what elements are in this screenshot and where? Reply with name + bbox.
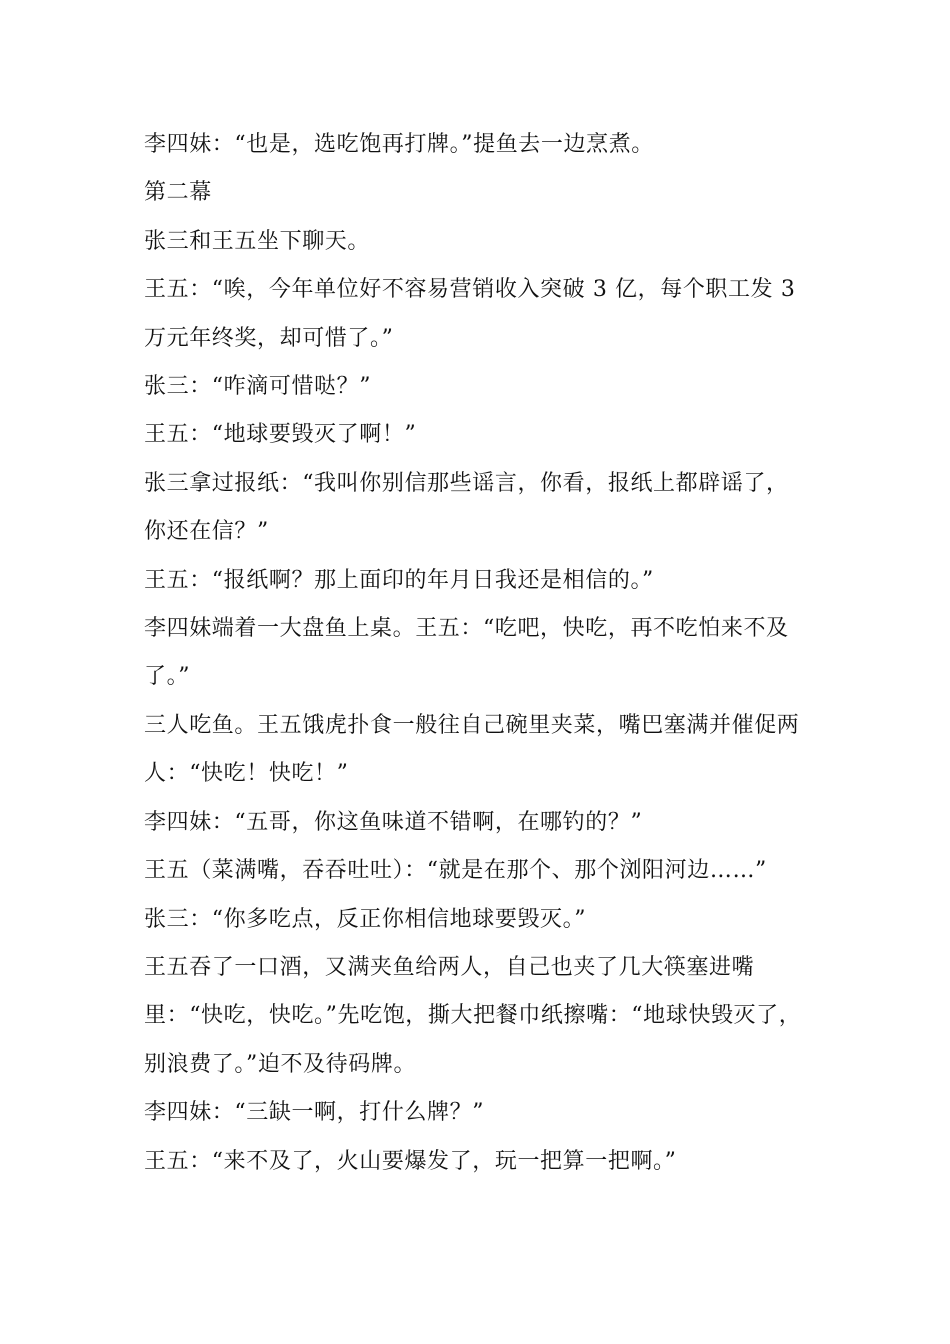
script-text-body <box>144 121 804 1186</box>
script-paragraph: 张三：“咋滴可惜哒？” <box>144 374 372 400</box>
script-paragraph: 张三和王五坐下聊天。 <box>144 228 371 254</box>
act-heading: 第二幕 <box>144 180 212 206</box>
script-paragraph: 张三拿过报纸：“我叫你别信那些谣言，你看，报纸上都辟谣了，你还在信？” <box>144 470 789 545</box>
script-paragraph: 李四妹端着一大盘鱼上桌。王五：“吃吧，快吃，再不吃怕来不及了。” <box>144 616 789 690</box>
script-paragraph: 王五：“唉，今年单位好不容易营销收入突破 3 亿，每个职工发 3 万元年终奖，却可惜了。” <box>144 277 796 351</box>
script-paragraph: 李四妹：“也是，选吃饱再打牌。”提鱼去一边烹煮。 <box>144 132 654 157</box>
script-paragraph: 王五吞了一口酒，又满夹鱼给两人，自己也夹了几大筷塞进嘴里：“快吃，快吃。”先吃饱，撕大把餐巾纸擦嘴：“地球快毁灭了，别浪费了。”迫不及待码牌。 <box>144 954 802 1077</box>
script-paragraph: 王五：“地球要毁灭了啊！” <box>144 422 417 448</box>
script-paragraph: 王五（菜满嘴，吞吞吐吐）：“就是在那个、那个浏阳河边……” <box>144 858 767 884</box>
script-paragraph: 李四妹：“三缺一啊，打什么牌？” <box>144 1100 485 1126</box>
script-paragraph: 王五：“报纸啊？那上面印的年月日我还是相信的。” <box>144 567 654 593</box>
script-paragraph: 张三：“你多吃点，反正你相信地球要毁灭。” <box>144 906 587 932</box>
script-paragraph: 三人吃鱼。王五饿虎扑食一般往自己碗里夹菜，嘴巴塞满并催促两人：“快吃！快吃！” <box>144 712 800 787</box>
script-paragraph: 李四妹：“五哥，你这鱼味道不错啊，在哪钓的？” <box>144 809 643 835</box>
script-paragraph: 王五：“来不及了，火山要爆发了，玩一把算一把啊。” <box>144 1148 677 1174</box>
